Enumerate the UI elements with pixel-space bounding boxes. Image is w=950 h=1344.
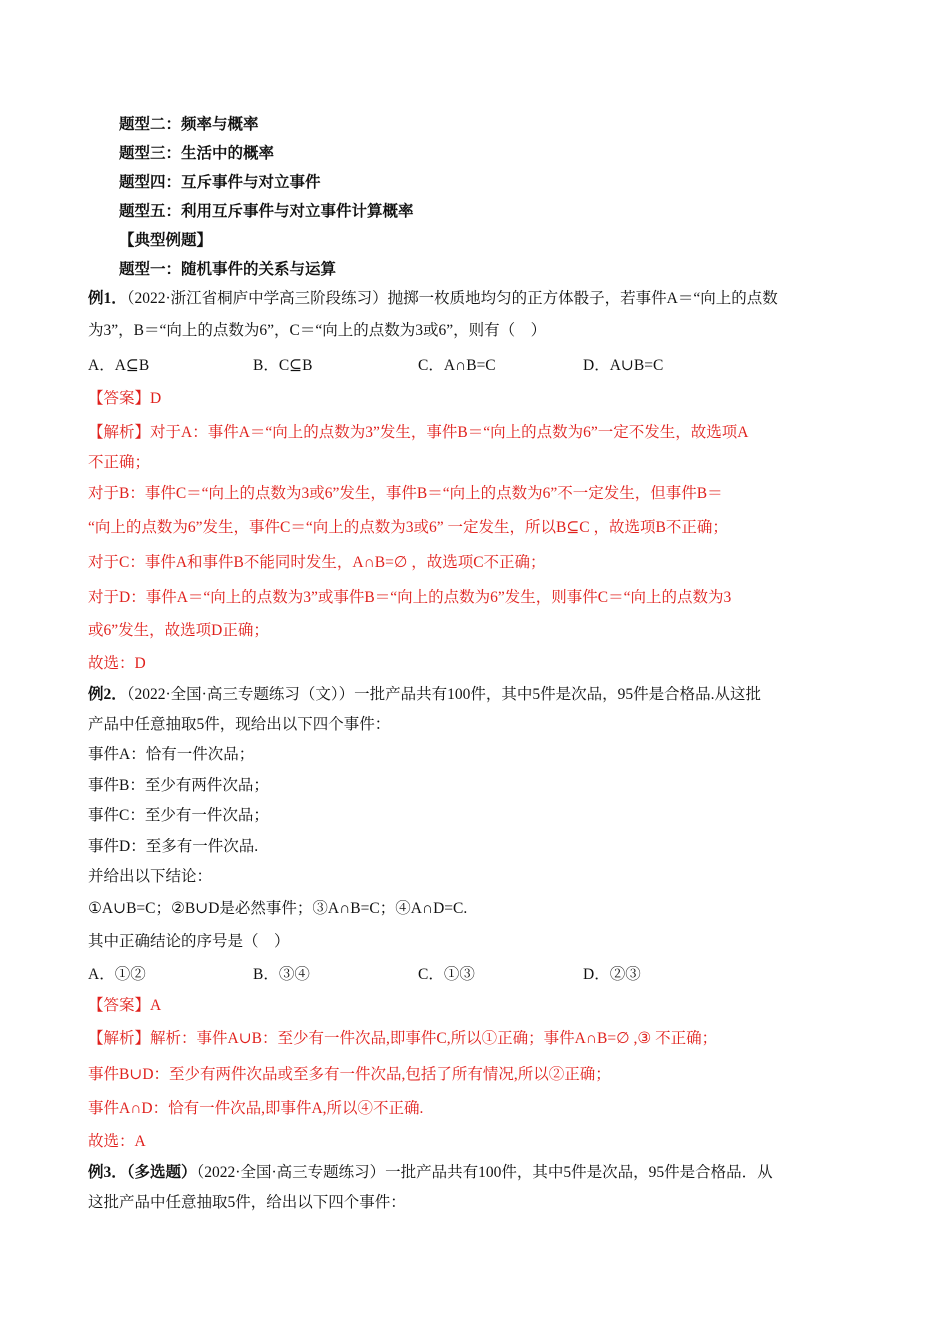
ex3-text-1: （2022·全国·高三专题练习）一批产品共有100件，其中5件是次品，95件是合格品．从 [196, 1164, 773, 1181]
toc-item: 题型三：生活中的概率 [119, 145, 275, 162]
ex1-option-d: D．A∪B=C [583, 357, 664, 374]
toc-item: 题型五：利用互斥事件与对立事件计算概率 [119, 203, 414, 220]
ex1-line2: 为3”，B＝“向上的点数为6”，C＝“向上的点数为3或6”，则有（ ） [88, 322, 547, 339]
ex1-analysis-line: 或6”发生，故选项D正确； [88, 622, 269, 639]
ex2-conclusion-intro: 并给出以下结论： [88, 868, 213, 885]
ex2-analysis-line: 事件B∪D：至少有两件次品或至多有一件次品,包括了所有情况,所以②正确； [88, 1066, 611, 1083]
ex3-label: 例3． [88, 1164, 127, 1181]
ex1-option-b: B．C⊆B [253, 357, 313, 374]
ex2-question: 其中正确结论的序号是（ ） [88, 933, 290, 950]
ex1-analysis-line: 对于C：事件A和事件B不能同时发生，A∩B=∅ ，故选项C不正确； [88, 554, 546, 571]
ex1-analysis-line: 对于B：事件C＝“向上的点数为3或6”发生，事件B＝“向上的点数为6”不一定发生，但事件B＝ [88, 485, 723, 502]
ex1-option-a: A．A⊆B [88, 357, 150, 374]
ex1-analysis-line: “向上的点数为6”发生，事件C＝“向上的点数为3或6” 一定发生，所以B⊆C ，故选项B不正确； [88, 519, 728, 536]
ex2-event: 事件A：恰有一件次品； [88, 746, 255, 763]
ex3-line1 [88, 1162, 773, 1184]
ex1-text-1: （2022·浙江省桐庐中学高三阶段练习）抛掷一枚质地均匀的正方体骰子，若事件A＝“向上的点数 [126, 290, 778, 307]
ex2-line2: 产品中任意抽取5件，现给出以下四个事件： [88, 716, 391, 733]
ex2-event: 事件B：至少有两件次品； [88, 777, 269, 794]
ex1-analysis-line: 【解析】对于A：事件A＝“向上的点数为3”发生，事件B＝“向上的点数为6”一定不发生，故选项A [88, 424, 749, 441]
ex2-event: 事件D：至多有一件次品. [88, 838, 259, 855]
ex2-line1 [88, 684, 761, 706]
ex1-analysis-line: 对于D：事件A＝“向上的点数为3”或事件B＝“向上的点数为6”发生，则事件C＝“向上的点数为3 [88, 589, 732, 606]
ex2-option-a: A．①② [88, 966, 146, 983]
ex2-option-c: C．①③ [418, 966, 475, 983]
section-header: 【典型例题】 [119, 232, 213, 249]
toc-item: 题型四：互斥事件与对立事件 [119, 174, 321, 191]
ex2-option-d: D．②③ [583, 966, 641, 983]
ex2-conclusions: ①A∪B=C；②B∪D是必然事件；③A∩B=C；④A∩D=C. [88, 900, 468, 917]
ex1-analysis-line: 故选：D [88, 655, 146, 672]
ex2-label: 例2． [88, 686, 127, 703]
ex1-answer: 【答案】D [88, 390, 162, 407]
ex2-text-1: （2022·全国·高三专题练习（文））一批产品共有100件，其中5件是次品，95件是合格品.从这批 [126, 686, 761, 703]
ex2-option-b: B．③④ [253, 966, 310, 983]
toc-item: 题型二：频率与概率 [119, 116, 259, 133]
ex3-tag: （多选题） [126, 1164, 197, 1181]
ex2-analysis-line: 故选：A [88, 1133, 146, 1150]
ex1-label: 例1． [88, 290, 127, 307]
ex2-analysis-line: 【解析】解析：事件A∪B：至少有一件次品,即事件C,所以①正确；事件A∩B=∅ ,③ 不正确； [88, 1030, 718, 1047]
ex2-event: 事件C：至少有一件次品； [88, 807, 269, 824]
ex3-line2: 这批产品中任意抽取5件，给出以下四个事件： [88, 1194, 406, 1211]
ex1-option-c: C．A∩B=C [418, 357, 496, 374]
type1-title: 题型一：随机事件的关系与运算 [119, 261, 337, 278]
ex1-line1 [88, 288, 778, 310]
ex2-answer: 【答案】A [88, 997, 162, 1014]
ex1-analysis-line: 不正确； [88, 454, 151, 471]
ex2-analysis-line: 事件A∩D：恰有一件次品,即事件A,所以④不正确. [88, 1100, 424, 1117]
